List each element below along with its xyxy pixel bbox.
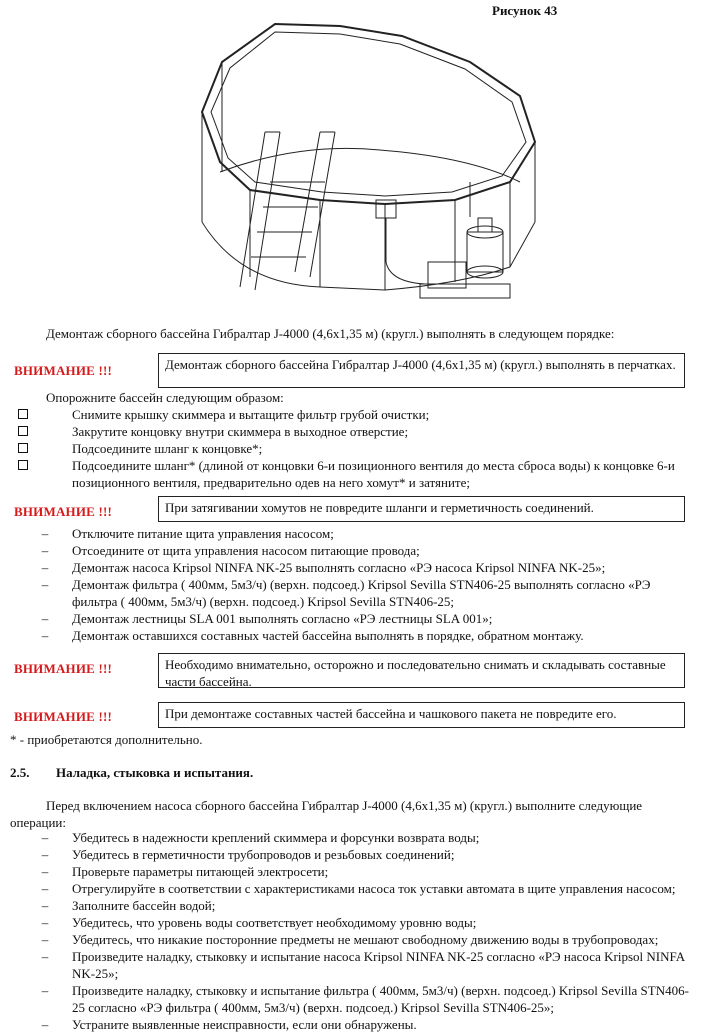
list-item: Убедитесь в герметичности трубопроводов и резьбовых соединений;: [72, 847, 455, 862]
dash-icon: –: [41, 830, 49, 845]
dash-icon: –: [41, 1017, 49, 1032]
section-number: 2.5.: [10, 765, 30, 780]
list-item: Демонтаж насоса Kripsol NINFA NK-25 выполнять согласно «РЭ насоса Kripsol NINFA NK-25»;: [72, 560, 606, 575]
intro-text: Демонтаж сборного бассейна Гибралтар J-4000 (4,6х1,35 м) (кругл.) выполнять в следующем порядке:: [46, 326, 615, 341]
list-item: Отключите питание щита управления насосом;: [72, 526, 334, 541]
list-item: Подсоедините шланг* (длиной от концовки 6-и позиционного вентиля до места сброса воды) к концовке 6-и позиционного вентиля, предварительно одев на него хомут* и затяните;: [72, 458, 675, 490]
list-item: Убедитесь, что никакие посторонние предметы не мешают свободному движению воды в трубопроводах;: [72, 932, 659, 947]
list-item: Произведите наладку, стыковку и испытание насоса Kripsol NINFA NK-25 согласно «РЭ насоса Kripsol NINFA NK-25»;: [72, 949, 685, 981]
list-item: Демонтаж фильтра ( 400мм, 5м3/ч) (верхн. подсоед.) Kripsol Sevilla STN406-25 выполнять согласно «РЭ фильтра ( 400мм, 5м3/ч) (верхн. подсоед.) Kripsol Sevilla STN406-25;: [72, 577, 651, 609]
warning-text: При затягивании хомутов не повредите шланги и герметичность соединений.: [165, 500, 594, 515]
checkbox-icon: [18, 457, 28, 474]
dash-icon: –: [41, 932, 49, 947]
warning-box: [158, 496, 685, 522]
section-intro: Перед включением насоса сборного бассейна Гибралтар J-4000 (4,6х1,35 м) (кругл.) выполните следующие операции:: [10, 798, 643, 830]
dash-icon: –: [41, 847, 49, 862]
warning-text: Необходимо внимательно, осторожно и последовательно снимать и складывать составные части бассейна.: [165, 657, 666, 689]
section-title: Наладка, стыковка и испытания.: [56, 765, 254, 780]
warning-box: [158, 702, 685, 728]
checkbox-icon: [18, 440, 28, 457]
list-item: Устраните выявленные неисправности, если они обнаружены.: [72, 1017, 417, 1032]
list-item: Снимите крышку скиммера и вытащите фильтр грубой очистки;: [72, 407, 430, 422]
warning-label: ВНИМАНИЕ !!!: [14, 661, 113, 676]
dash-icon: –: [41, 983, 49, 998]
warning-label: ВНИМАНИЕ !!!: [14, 504, 113, 519]
warning-text: Демонтаж сборного бассейна Гибралтар J-4000 (4,6х1,35 м) (кругл.) выполнять в перчатках.: [165, 357, 676, 372]
list-item: Демонтаж оставшихся составных частей бассейна выполнять в порядке, обратном монтажу.: [72, 628, 584, 643]
warning-text: При демонтаже составных частей бассейна и чашкового пакета не повредите его.: [165, 706, 617, 721]
dash-icon: –: [41, 898, 49, 913]
dash-icon: –: [41, 881, 49, 896]
figure-title: Рисунок 43: [492, 3, 558, 18]
list-item: Отрегулируйте в соответствии с характеристиками насоса ток уставки автомата в щите управления насосом;: [72, 881, 676, 896]
footnote: * - приобретаются дополнительно.: [10, 732, 203, 747]
list-item: Убедитесь в надежности креплений скиммера и форсунки возврата воды;: [72, 830, 480, 845]
warning-label: ВНИМАНИЕ !!!: [14, 363, 113, 378]
list-item: Закрутите концовку внутри скиммера в выходное отверстие;: [72, 424, 409, 439]
list-item: Проверьте параметры питающей электросети;: [72, 864, 329, 879]
list-item: Произведите наладку, стыковку и испытание фильтра ( 400мм, 5м3/ч) (верхн. подсоед.) Kripsol Sevilla STN406-25 согласно «РЭ фильтра ( 400мм, 5м3/ч) (верхн. подсоед.) Kripsol Sevilla STN406-25»;: [72, 983, 689, 1015]
drain-intro: Опорожните бассейн следующим образом:: [46, 390, 284, 405]
list-item: Убедитесь, что уровень воды соответствует необходимому уровню воды;: [72, 915, 477, 930]
dash-icon: –: [41, 543, 49, 558]
dash-icon: –: [41, 577, 49, 592]
dash-icon: –: [41, 526, 49, 541]
list-item: Заполните бассейн водой;: [72, 898, 216, 913]
warning-label: ВНИМАНИЕ !!!: [14, 709, 113, 724]
list-item: Отсоедините от щита управления насосом питающие провода;: [72, 543, 420, 558]
list-item: Подсоедините шланг к концовке*;: [72, 441, 263, 456]
checkbox-icon: [18, 406, 28, 423]
dash-icon: –: [41, 949, 49, 964]
check-section: [0, 829, 718, 1034]
warning-box: [158, 353, 685, 388]
dismantle-section: [0, 525, 718, 645]
drain-section: [0, 389, 718, 489]
pool-illustration: [180, 22, 540, 332]
dash-icon: –: [41, 611, 49, 626]
dash-icon: –: [41, 864, 49, 879]
dash-icon: –: [41, 560, 49, 575]
checkbox-icon: [18, 423, 28, 440]
warning-box: [158, 653, 685, 688]
dash-icon: –: [41, 628, 49, 643]
dash-icon: –: [41, 915, 49, 930]
list-item: Демонтаж лестницы SLA 001 выполнять согласно «РЭ лестницы SLA 001»;: [72, 611, 493, 626]
